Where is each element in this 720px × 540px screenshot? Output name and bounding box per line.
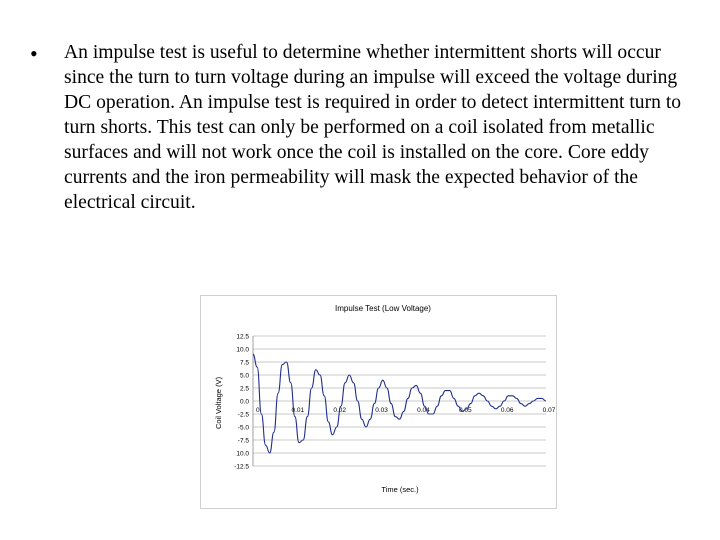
tick-labels bbox=[234, 334, 556, 471]
y-tick-label: 12.5 bbox=[236, 333, 249, 341]
x-axis-label: Time (sec.) bbox=[381, 485, 419, 494]
grid-lines bbox=[253, 336, 546, 466]
y-tick-label: 2.5 bbox=[239, 385, 249, 393]
bullet-item bbox=[30, 40, 690, 215]
series-line bbox=[253, 354, 546, 453]
y-tick-label: 5.0 bbox=[239, 372, 249, 380]
y-tick-label: 7.5 bbox=[239, 359, 249, 367]
y-tick-label: -7.5 bbox=[237, 437, 249, 445]
x-tick-label: 0.06 bbox=[500, 407, 514, 414]
x-tick-label: 0.01 bbox=[291, 407, 305, 414]
chart-title: Impulse Test (Low Voltage) bbox=[335, 304, 431, 313]
x-tick-label: 0.02 bbox=[333, 407, 347, 414]
y-tick-label: 0.0 bbox=[239, 398, 249, 406]
y-tick-label: -5.0 bbox=[237, 424, 249, 432]
bullet-marker: • bbox=[30, 41, 38, 66]
x-tick-label: 0.03 bbox=[375, 407, 388, 414]
x-tick-label: 0.07 bbox=[542, 407, 556, 414]
x-tick-label: 0 bbox=[256, 407, 260, 414]
data-series bbox=[253, 354, 546, 453]
impulse-test-chart bbox=[200, 295, 557, 509]
x-tick-label: 0.05 bbox=[458, 407, 472, 414]
x-tick-label: 0.04 bbox=[417, 407, 430, 414]
y-tick-label: 10.0 bbox=[236, 346, 249, 354]
y-axis-label: Coil Voltage (V) bbox=[214, 376, 223, 430]
chart-svg bbox=[201, 296, 556, 508]
y-tick-label: -2.5 bbox=[237, 411, 249, 419]
bullet-text: An impulse test is useful to determine whether intermittent shorts will occur since the turn to turn voltage during an impulse will exceed the voltage during DC operation. An impulse test is required in order to detect intermittent turn to turn shorts. This test can only be performed on a coil isolated from metallic surfaces and will not work once the coil is installed on the core. Core eddy currents and the iron permeability will mask the expected behavior of the electrical circuit. bbox=[64, 42, 682, 213]
y-tick-label: 10.0 bbox=[236, 450, 249, 458]
y-tick-label: -12.5 bbox=[234, 463, 249, 471]
